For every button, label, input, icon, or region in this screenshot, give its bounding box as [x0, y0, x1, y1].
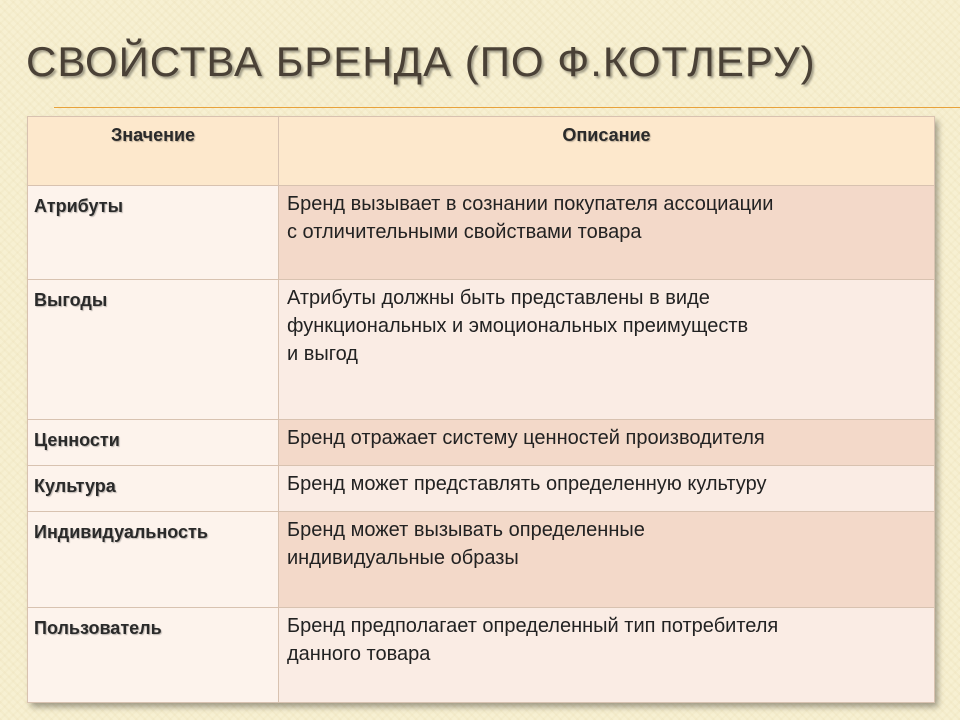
- row-description-individuality: [279, 512, 935, 608]
- table-row: [28, 512, 935, 608]
- row-name-individuality: Индивидуальность: [28, 512, 279, 608]
- table-header-row: [28, 117, 935, 186]
- slide-title: СВОЙСТВА БРЕНДА (ПО Ф.КОТЛЕРУ): [26, 38, 816, 85]
- description-line: индивидуальные образы: [287, 547, 519, 569]
- description-line: функциональных и эмоциональных преимуществ: [287, 315, 749, 337]
- row-name-benefits: Выгоды: [28, 280, 279, 420]
- row-description-values: [279, 420, 935, 466]
- header-meaning: Значение: [28, 117, 279, 186]
- description-line: Бренд может вызывать определенные: [287, 519, 645, 541]
- row-name-attributes: Атрибуты: [28, 186, 279, 280]
- title-underline: [54, 107, 960, 108]
- row-name-user: Пользователь: [28, 608, 279, 703]
- table-row: [28, 186, 935, 280]
- table-row: [28, 466, 935, 512]
- row-description-attributes: [279, 186, 935, 280]
- row-description-benefits: [279, 280, 935, 420]
- row-name-culture: Культура: [28, 466, 279, 512]
- table-row: [28, 280, 935, 420]
- table-row: [28, 420, 935, 466]
- description-line: Бренд может представлять определенную культуру: [287, 473, 767, 495]
- row-name-values: Ценности: [28, 420, 279, 466]
- description-line: и выгод: [287, 343, 358, 365]
- row-description-user: [279, 608, 935, 703]
- brand-properties-table: [27, 116, 935, 703]
- row-description-culture: [279, 466, 935, 512]
- description-line: Бренд предполагает определенный тип потребителя: [287, 615, 779, 637]
- description-line: Бренд отражает систему ценностей производителя: [287, 427, 765, 449]
- table-row: [28, 608, 935, 703]
- description-line: Бренд вызывает в сознании покупателя ассоциации: [287, 193, 774, 215]
- description-line: данного товара: [287, 643, 431, 665]
- description-line: Атрибуты должны быть представлены в виде: [287, 287, 710, 309]
- header-description: Описание: [279, 117, 935, 186]
- brand-properties-table-container: [27, 116, 934, 702]
- description-line: с отличительными свойствами товара: [287, 221, 642, 243]
